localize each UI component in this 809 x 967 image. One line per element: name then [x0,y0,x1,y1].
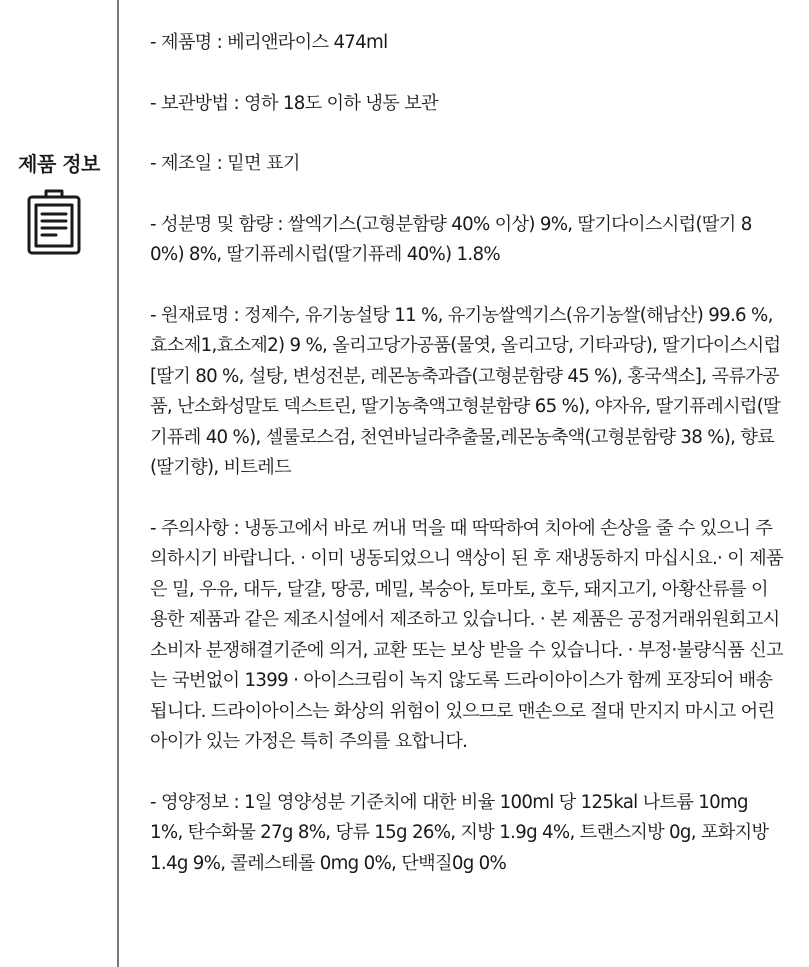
storage-method: - 보관방법 : 영하 18도 이하 냉동 보관 [150,92,438,114]
clipboard-icon [24,185,84,257]
left-label-column [0,0,118,967]
precautions: - 주의사항 : 냉동고에서 바로 꺼내 먹을 때 딱딱하여 치아에 손상을 줄 수 있으니 주의하시기 바랍니다. · 이미 냉동되었으니 액상이 된 후 재냉동하지 마십시요.· 이 제품은 밀, 우유, 대두, 달걀, 땅콩, 메밀, 복숭아, 토마토, 호두, 돼지고기, 아황산류를 이용한 제품과 같은 제조시설에서 제조하고 있습니다. · 본 제품은 공정거래위원회고시 소비자 분쟁해결기준에 의거, 교환 또는 보상 받을 수 있습니다. · 부정·불량식품 신고는 국번없이 1399 · 아이스크림이 녹지 않도록 드라이아이스가 함께 포장되어 배송됩니다. 드라이아이스는 화상의 위험이 있으므로 맨손으로 절대 만지지 마시고 어린아이가 있는 가정은 특히 주의를 요합니다. [150,517,783,752]
section-title: 제품 정보 [18,152,100,176]
product-info-list [150,28,784,879]
raw-materials: - 원재료명 : 정제수, 유기농설탕 11 %, 유기농쌀엑기스(유기농쌀(해남산) 99.6 %, 효소제1,효소제2) 9 %, 올리고당가공품(물엿, 올리고당, 기타과당), 딸기다이스시럽[딸기 80 %, 설탕, 변성전분, 레몬농축과즙(고형분함량 45 %), 홍국색소], 곡류가공품, 난소화성말토 덱스트린, 딸기농축액고형분함량 65 %), 야자유, 딸기퓨레시럽(딸기퓨레 40 %), 셀룰로스검, 천연바닐라추출물,레몬농축액(고형분함량 38 %), 향료(딸기향), 비트레드 [150,304,781,478]
nutrition-info: - 영양정보 : 1일 영양성분 기준치에 대한 비율 100ml 당 125kal 나트륨 10mg 1%, 탄수화물 27g 8%, 당류 15g 26%, 지방 1.9g 4%, 트랜스지방 0g, 포화지방 1.4g 9%, 콜레스테롤 0mg 0%, 단백질0g 0% [150,791,769,874]
manufacture-date: - 제조일 : 밑면 표기 [150,153,300,174]
product-name: - 제품명 : 베리앤라이스 474ml [150,32,388,53]
ingredient-content: - 성분명 및 함량 : 쌀엑기스(고형분함량 40% 이상) 9%, 딸기다이스시럽(딸기 80%) 8%, 딸기퓨레시럽(딸기퓨레 40%) 1.8% [150,213,752,265]
vertical-divider [117,0,119,967]
